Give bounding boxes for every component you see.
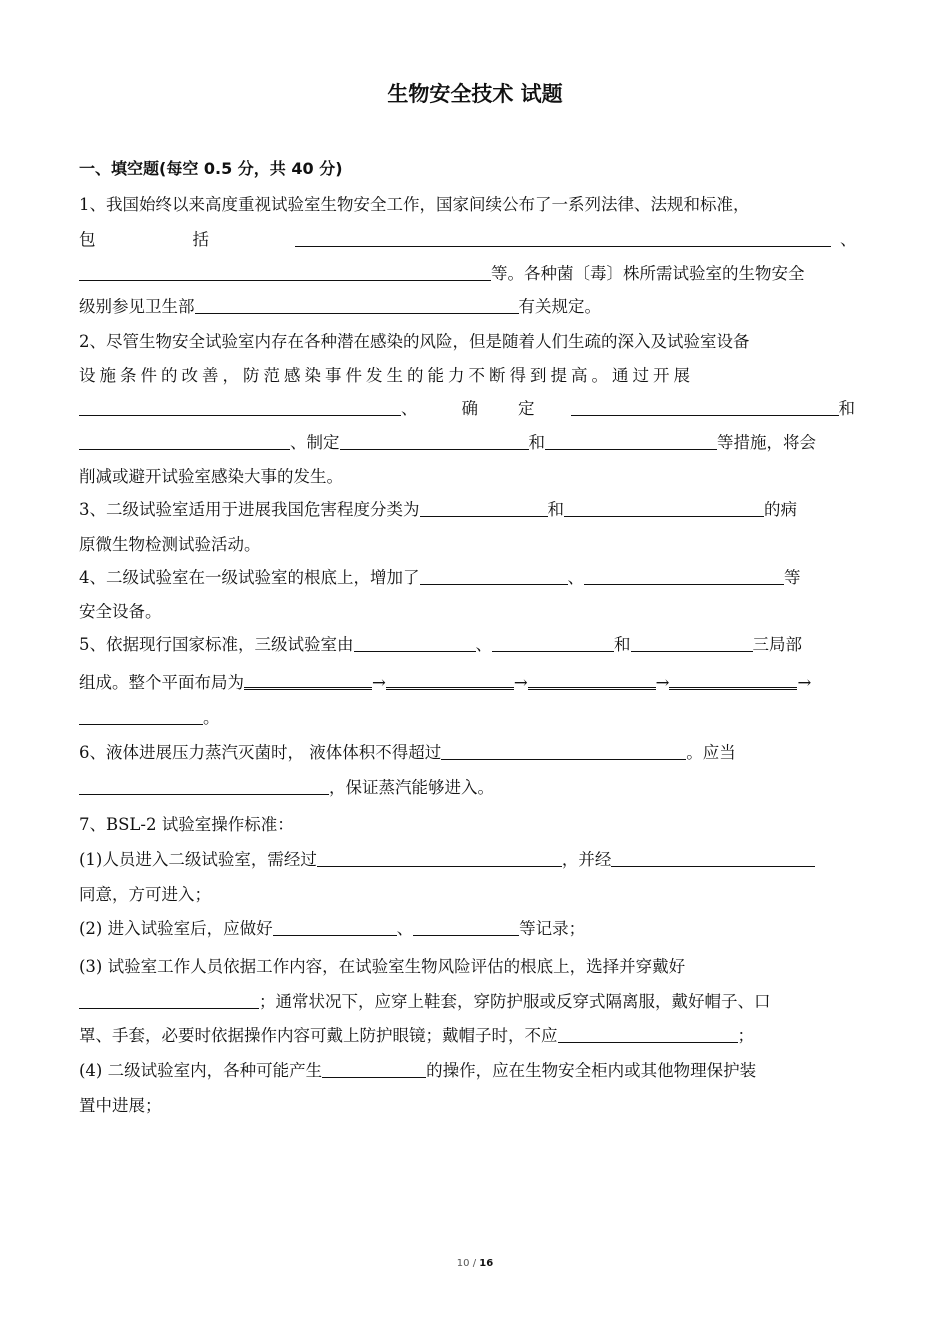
q6-text: 。应当 (686, 743, 736, 762)
q7-text: (4) 二级试验室内，各种可能产生 (79, 1061, 323, 1080)
q2-line-3 (79, 397, 859, 421)
q1-line-3 (79, 262, 859, 286)
q3-text: 的病 (764, 500, 797, 519)
q7-text: 等记录； (519, 919, 586, 938)
blank[interactable] (195, 296, 519, 314)
blank[interactable] (571, 398, 839, 416)
q7-p4-line-1 (79, 1059, 859, 1083)
q3-line-2: 原微生物检测试验活动。 (79, 535, 261, 554)
q7-p2 (79, 917, 859, 941)
blank[interactable] (79, 991, 259, 1009)
q2-line-1: 2、尽管生物安全试验室内存在各种潜在感染的风险，但是随着人们生疏的深入及试验室设备 (79, 332, 750, 351)
blank[interactable] (273, 918, 397, 936)
blank[interactable] (79, 707, 203, 725)
q1-text: 包 (79, 230, 96, 249)
blank[interactable] (564, 499, 764, 517)
q1-text: 有关规定。 (518, 297, 601, 316)
q4-text: 、 (567, 568, 584, 587)
q2-line-4 (79, 431, 859, 455)
q2-text: 和 (838, 399, 855, 418)
q2-line-2: 设施条件的改善，防范感染事件发生的能力不断得到提高。通过开展 (79, 366, 694, 385)
q4-line-1 (79, 566, 859, 590)
q1-line-2 (79, 228, 859, 252)
blank[interactable] (631, 634, 753, 652)
q7-text: ； (737, 1026, 754, 1045)
q6-line-2 (79, 776, 859, 800)
blank[interactable] (244, 672, 372, 690)
blank[interactable] (584, 567, 784, 585)
blank[interactable] (354, 634, 476, 652)
q2-text: 定 (518, 399, 535, 418)
q3-line-1 (79, 498, 859, 522)
blank[interactable] (420, 567, 568, 585)
blank[interactable] (492, 634, 614, 652)
page-title: 生物安全技术 试题 (387, 82, 563, 106)
blank[interactable] (441, 742, 686, 760)
q7-text: 、 (396, 919, 414, 938)
q2-line-5: 削减或避开试验室感染大事的发生。 (79, 467, 343, 486)
arrow: → (372, 673, 386, 692)
q4-text: 4、二级试验室在一级试验室的根底上，增加了 (79, 568, 420, 587)
blank[interactable] (528, 672, 656, 690)
q7-p3-line-3 (79, 1024, 859, 1048)
blank[interactable] (669, 672, 797, 690)
q1-text: 括 (192, 230, 209, 249)
page-number (0, 1258, 950, 1269)
q6-text: 6、液体进展压力蒸汽灭菌时， 液体体积不得超过 (79, 743, 442, 762)
q7-p3-line-1: (3) 试验室工作人员依据工作内容，在试验室生物风险评估的根底上，选择并穿戴好 (79, 957, 686, 976)
q7-p1-line-1 (79, 848, 859, 872)
q7-text: (1)人员进入二级试验室，需经过 (79, 850, 317, 869)
blank[interactable] (386, 672, 514, 690)
blank[interactable] (611, 849, 815, 867)
q7-heading: 7、BSL-2 试验室操作标准： (79, 815, 294, 834)
page-separator: / (469, 1258, 480, 1269)
section-heading: 一、填空题(每空 0.5 分，共 40 分) (79, 159, 343, 178)
q5-text: 和 (614, 635, 631, 654)
q7-text: ；通常状况下，应穿上鞋套，穿防护服或反穿式隔离服，戴好帽子、口 (259, 992, 771, 1011)
q6-line-1 (79, 741, 859, 765)
blank[interactable] (340, 432, 529, 450)
q2-text: 、 (401, 399, 418, 418)
blank[interactable] (413, 918, 519, 936)
q7-text: 的操作，应在生物安全柜内或其他物理保护装 (426, 1061, 757, 1080)
q7-text: 罩、手套，必要时依据操作内容可戴上防护眼镜；戴帽子时，不应 (79, 1026, 558, 1045)
q4-text: 等 (784, 568, 801, 587)
q3-text: 和 (547, 500, 564, 519)
blank[interactable] (317, 849, 562, 867)
q1-line-1: 1、我国始终以来高度重视试验室生物安全工作，国家间续公布了一系列法律、法规和标准， (79, 195, 750, 214)
q7-p1-line-2: 同意，方可进入； (79, 885, 211, 904)
q2-text: 等措施，将会 (717, 433, 816, 452)
arrow: → (797, 673, 812, 692)
q1-text: 等。各种菌〔毒〕株所需试验室的生物安全 (491, 264, 805, 283)
q1-line-4 (79, 295, 859, 319)
q5-text: 、 (475, 635, 492, 654)
q7-text: ，并经 (561, 850, 612, 869)
blank[interactable] (295, 229, 831, 247)
blank[interactable] (558, 1025, 738, 1043)
blank[interactable] (79, 777, 329, 795)
q5-text: 组成。整个平面布局为 (79, 673, 244, 692)
q7-p4-line-2: 置中进展； (79, 1096, 162, 1115)
blank[interactable] (420, 499, 548, 517)
arrow: → (513, 673, 528, 692)
q1-text: 、 (840, 230, 857, 249)
q5-line-3 (79, 706, 859, 730)
q3-text: 3、二级试验室适用于进展我国危害程度分类为 (79, 500, 420, 519)
blank[interactable] (322, 1060, 426, 1078)
q5-line-2 (79, 671, 859, 695)
page-total: 16 (479, 1258, 494, 1269)
q5-text: 5、依据现行国家标准，三级试验室由 (79, 635, 354, 654)
blank[interactable] (79, 263, 491, 281)
q2-text: 确 (461, 399, 478, 418)
q6-text: ，保证蒸汽能够进入。 (329, 778, 494, 797)
q1-text: 级别参见卫生部 (79, 297, 195, 316)
q5-text: 三局部 (752, 635, 802, 654)
q7-text: (2) 进入试验室后，应做好 (79, 919, 273, 938)
blank[interactable] (79, 432, 290, 450)
q4-line-2: 安全设备。 (79, 602, 162, 621)
q7-p3-line-2 (79, 990, 859, 1014)
q2-text: 和 (528, 433, 545, 452)
q2-text: 、制定 (290, 433, 340, 452)
blank[interactable] (545, 432, 717, 450)
blank[interactable] (79, 398, 401, 416)
q5-line-1 (79, 633, 859, 657)
q5-text: 。 (203, 708, 220, 727)
arrow: → (655, 673, 670, 692)
page-current: 10 (456, 1258, 470, 1269)
